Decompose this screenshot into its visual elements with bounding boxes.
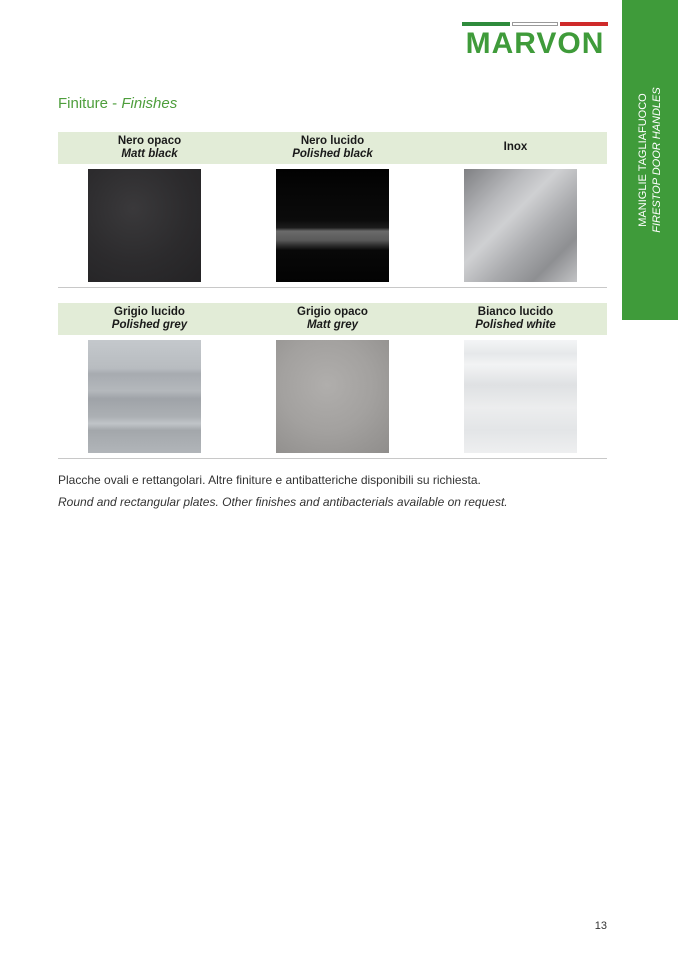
finish-name-en: Matt grey: [306, 319, 359, 331]
finish-label-inox: [424, 132, 607, 164]
flag-stripe-red: [560, 22, 608, 26]
swatch-polished-black: [276, 169, 389, 282]
finish-label-matt-grey: [241, 303, 424, 335]
swatch-matt-black: [88, 169, 201, 282]
finish-name-en: Matt black: [121, 148, 178, 160]
marvon-logo: [462, 22, 608, 62]
section-side-tab: [622, 0, 678, 320]
finish-name-it: Nero opaco: [117, 134, 182, 147]
page-title: [58, 94, 177, 114]
row-divider: [58, 458, 607, 459]
finish-name-en: Polished white: [475, 319, 556, 331]
page-title-it: Finiture -: [58, 95, 122, 112]
finish-name-it: Grigio lucido: [114, 305, 185, 318]
finish-name-it: Bianco lucido: [477, 305, 554, 318]
swatch-polished-grey: [88, 340, 201, 453]
finish-label-polished-white: [424, 303, 607, 335]
finish-label-matt-black: [58, 132, 241, 164]
page-number: 13: [594, 920, 607, 932]
swatch-polished-white: [464, 340, 577, 453]
page-title-en: Finishes: [121, 95, 178, 112]
note-italian: Placche ovali e rettangolari. Altre finiture e antibatteriche disponibili su richiesta.: [58, 473, 481, 487]
side-tab-label-en: FIRESTOP DOOR HANDLES: [651, 87, 663, 233]
row-divider: [58, 287, 607, 288]
logo-wordmark: MARVON: [465, 27, 605, 60]
swatch-matt-grey: [276, 340, 389, 453]
finish-name-it: Inox: [503, 141, 528, 154]
side-tab-label-it: MANIGLIE TAGLIAFUOCO: [637, 93, 649, 227]
finish-label-polished-black: [241, 132, 424, 164]
finish-name-it: Nero lucido: [300, 134, 365, 147]
flag-stripe-green: [462, 22, 510, 26]
finish-name-en: Polished black: [292, 148, 373, 160]
note-english: Round and rectangular plates. Other finishes and antibacterials available on request.: [58, 495, 508, 509]
swatch-inox: [464, 169, 577, 282]
finish-name-it: Grigio opaco: [297, 305, 368, 318]
side-tab-label: [636, 87, 664, 232]
finish-name-en: Polished grey: [111, 319, 188, 331]
flag-stripe-white: [512, 22, 558, 26]
finish-label-polished-grey: [58, 303, 241, 335]
